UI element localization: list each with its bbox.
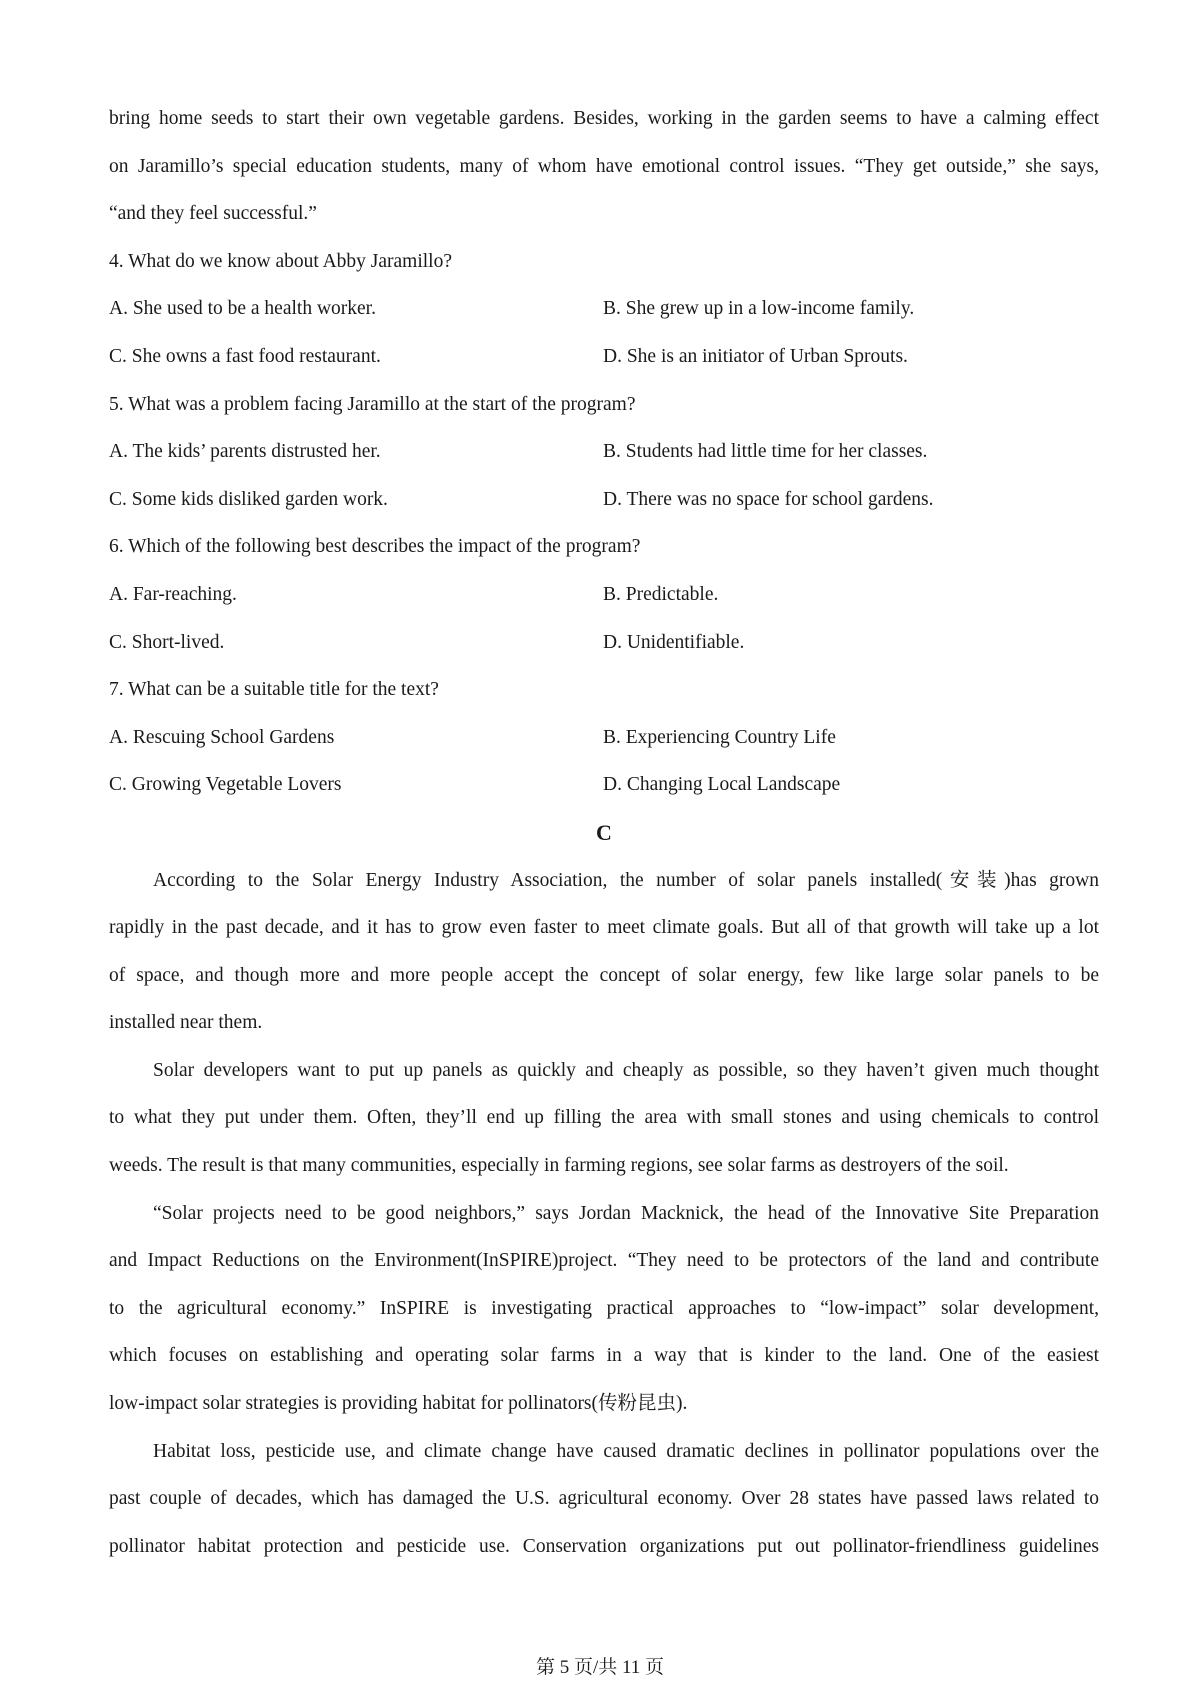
option-c: C. She owns a fast food restaurant.	[109, 345, 381, 367]
intro-paragraph	[109, 95, 1099, 238]
text-line: pollinator habitat protection and pesticide use. Conservation organizations put out pollinator-friendliness guidelines	[109, 1535, 1099, 1557]
passage-paragraph-3	[109, 1190, 1099, 1428]
option-b: B. Predictable.	[603, 583, 719, 605]
question-stem: 6. Which of the following best describes the impact of the program?	[109, 536, 641, 558]
text-line: low-impact solar strategies is providing habitat for pollinators(传粉昆虫).	[109, 1393, 688, 1415]
text-line: to what they put under them. Often, they’ll end up filling the area with small stones and using chemicals to control	[109, 1107, 1099, 1129]
text-line: on Jaramillo’s special education students, many of whom have emotional control issues. “They get outside,” she says,	[109, 155, 1099, 177]
options-row	[109, 333, 1099, 381]
passage-paragraph-2	[109, 1047, 1099, 1190]
text-line: “Solar projects need to be good neighbors,” says Jordan Macknick, the head of the Innovative Site Preparation	[153, 1202, 1099, 1224]
question-stem: 4. What do we know about Abby Jaramillo?	[109, 250, 452, 272]
options-row	[109, 619, 1099, 667]
question-6	[109, 523, 1099, 666]
options-row	[109, 571, 1099, 619]
text-line: installed near them.	[109, 1012, 263, 1034]
text-line: “and they feel successful.”	[109, 203, 317, 225]
text-line: bring home seeds to start their own vegetable gardens. Besides, working in the garden seems to have a calming effect	[109, 108, 1099, 129]
option-b: B. Experiencing Country Life	[603, 726, 836, 748]
option-b: B. She grew up in a low-income family.	[603, 298, 915, 320]
options-row	[109, 285, 1099, 333]
option-a: A. Rescuing School Gardens	[109, 726, 335, 748]
question-stem: 5. What was a problem facing Jaramillo at the start of the program?	[109, 393, 636, 415]
option-d: D. Changing Local Landscape	[603, 774, 841, 796]
text-line: Solar developers want to put up panels as quickly and cheaply as possible, so they haven’t given much thought	[153, 1059, 1099, 1081]
options-row	[109, 714, 1099, 762]
option-c: C. Some kids disliked garden work.	[109, 488, 388, 510]
document-page	[109, 95, 1099, 1570]
question-5	[109, 381, 1099, 524]
text-line: past couple of decades, which has damaged the U.S. agricultural economy. Over 28 states have passed laws related to	[109, 1488, 1099, 1510]
text-line: weeds. The result is that many communities, especially in farming regions, see solar farms as destroyers of the soil.	[109, 1155, 1009, 1177]
section-title: C	[596, 819, 612, 845]
question-4	[109, 238, 1099, 381]
page-number: 第 5 页/共 11 页	[535, 1657, 665, 1678]
option-d: D. She is an initiator of Urban Sprouts.	[603, 345, 908, 367]
option-c: C. Short-lived.	[109, 631, 225, 653]
question-7	[109, 666, 1099, 809]
text-line: Habitat loss, pesticide use, and climate change have caused dramatic declines in pollinator populations over the	[153, 1440, 1099, 1462]
option-d: D. There was no space for school gardens.	[603, 488, 934, 510]
option-c: C. Growing Vegetable Lovers	[109, 774, 342, 796]
text-line: According to the Solar Energy Industry Association, the number of solar panels installed(安装)has grown	[153, 869, 1099, 891]
question-stem: 7. What can be a suitable title for the text?	[109, 679, 439, 701]
options-row	[109, 428, 1099, 476]
text-line: rapidly in the past decade, and it has to grow even faster to meet climate goals. But all of that growth will take up a lot	[109, 917, 1099, 939]
option-d: D. Unidentifiable.	[603, 631, 745, 653]
option-b: B. Students had little time for her classes.	[603, 441, 928, 463]
option-a: A. Far-reaching.	[109, 583, 237, 605]
passage-paragraph-1	[109, 857, 1099, 1047]
text-line: of space, and though more and more people accept the concept of solar energy, few like large solar panels to be	[109, 964, 1099, 986]
text-line: and Impact Reductions on the Environment(InSPIRE)project. “They need to be protectors of the land and contribute	[109, 1250, 1099, 1272]
options-row	[109, 761, 1099, 809]
option-a: A. The kids’ parents distrusted her.	[109, 441, 381, 463]
text-line: to the agricultural economy.” InSPIRE is investigating practical approaches to “low-impact” solar development,	[109, 1297, 1099, 1319]
options-row	[109, 476, 1099, 524]
passage-paragraph-4	[109, 1428, 1099, 1571]
option-a: A. She used to be a health worker.	[109, 298, 376, 320]
text-line: which focuses on establishing and operating solar farms in a way that is kinder to the land. One of the easiest	[109, 1345, 1099, 1367]
